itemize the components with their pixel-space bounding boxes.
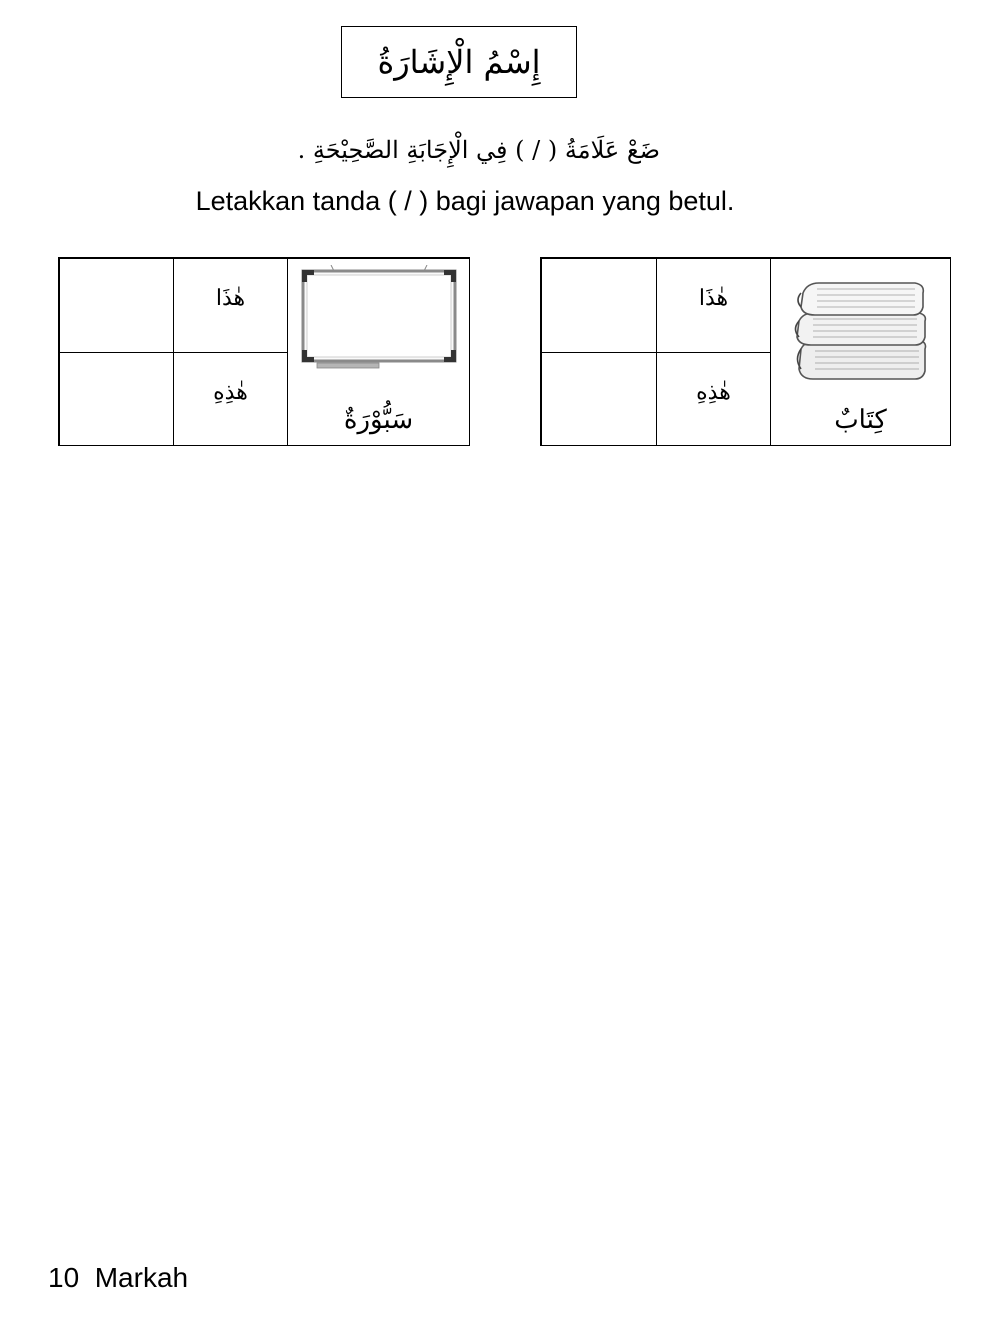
word-kitab: كِتَابٌ (834, 405, 887, 435)
answer-box-hadhihi[interactable] (59, 352, 174, 446)
marks-value: 10 (48, 1262, 80, 1293)
option-hadha-label: هٰذَا (215, 286, 246, 311)
whiteboard-icon (299, 265, 459, 375)
option-hadhihi (173, 352, 288, 446)
word-sabbourah: سَبُّوْرَةٌ (343, 405, 414, 435)
answer-box-hadhihi[interactable] (541, 352, 657, 446)
answer-box-hadha[interactable] (541, 258, 657, 353)
answer-box-hadha[interactable] (59, 258, 174, 353)
option-hadhihi (656, 352, 771, 446)
marks-label: Markah (94, 1262, 189, 1293)
option-hadha (656, 258, 771, 353)
marks-footer (48, 1262, 188, 1294)
title-text: إِسْمُ الْإِشَارَةُ (377, 43, 541, 81)
option-hadha (173, 258, 288, 353)
instruction-arabic: ضَعْ عَلَامَةُ ( / ) فِي الْإِجَابَةِ الصَّحِيْحَةِ . (297, 136, 660, 164)
page-title (341, 26, 577, 98)
instruction-malay: Letakkan tanda ( / ) bagi jawapan yang betul. (195, 186, 735, 216)
exercise-whiteboard (58, 257, 470, 446)
picture-cell (287, 258, 470, 446)
exercise-books (540, 257, 951, 446)
books-icon (793, 279, 933, 389)
option-hadha-label: هٰذَا (698, 286, 729, 311)
option-hadhihi-label: هٰذِهِ (696, 379, 731, 405)
option-hadhihi-label: هٰذِهِ (213, 379, 248, 405)
picture-cell (770, 258, 951, 446)
